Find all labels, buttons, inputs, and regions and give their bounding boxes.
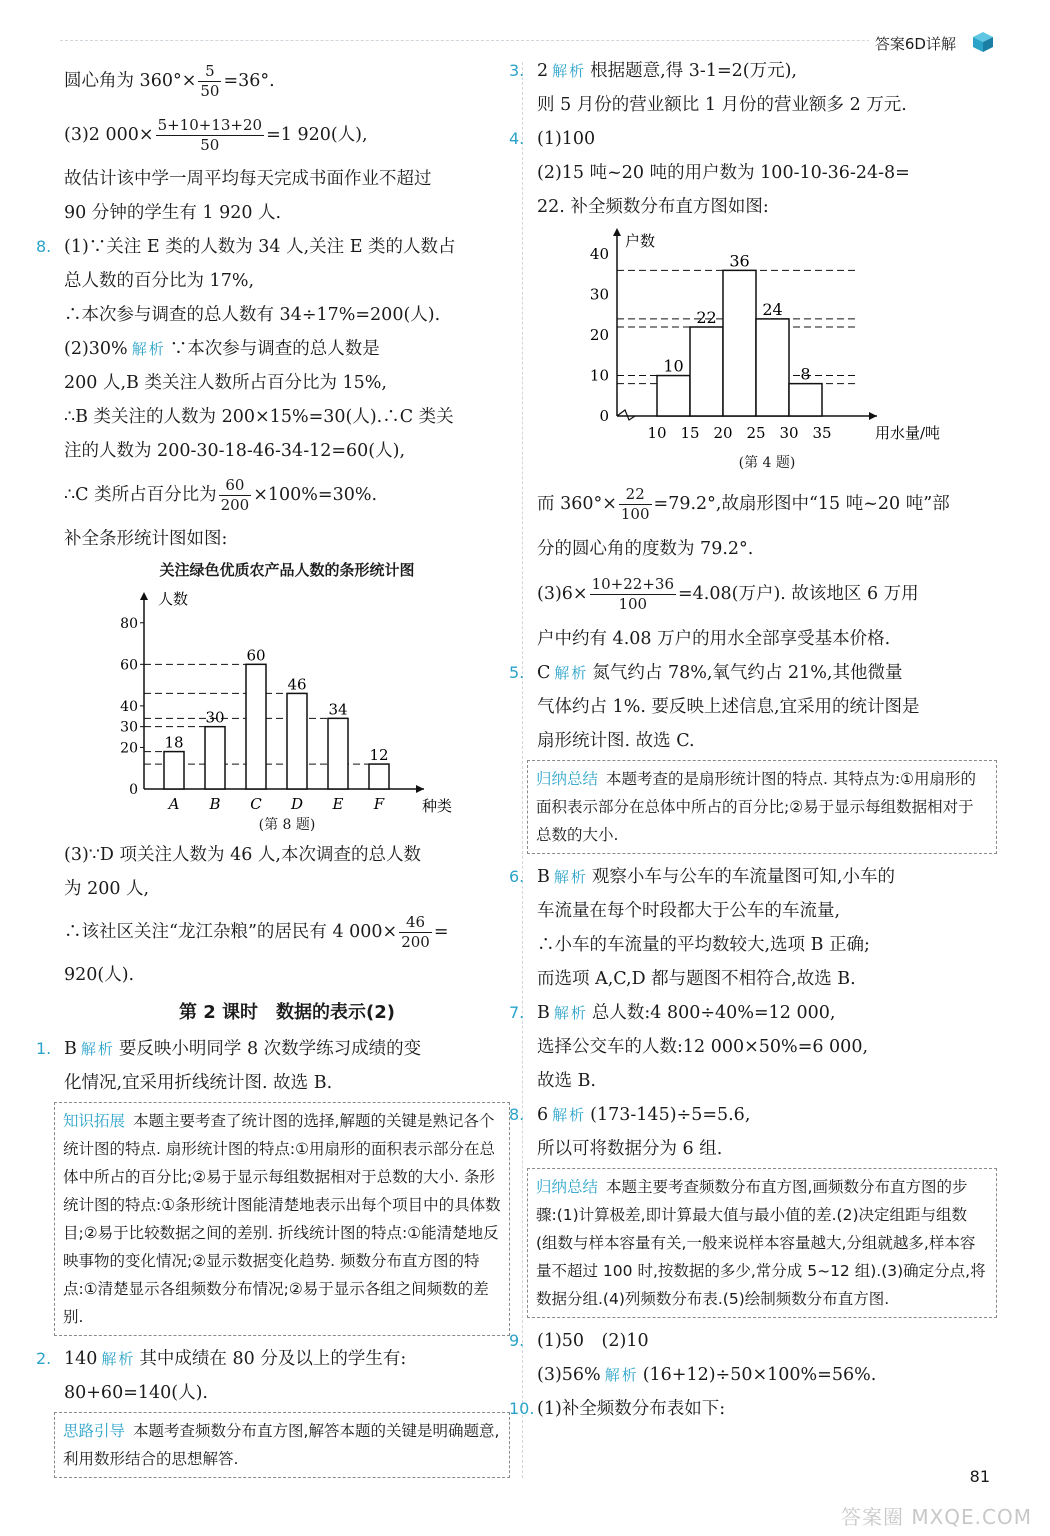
y-tick-label: 0 [599, 407, 609, 425]
data-label: 24 [762, 299, 783, 319]
question-number: 8. [509, 1105, 525, 1124]
answer-line: ∴小车的车流量的平均数较大,选项 B 正确; [537, 935, 870, 955]
data-label: 30 [205, 708, 225, 727]
answer-line: 补全条形统计图如图: [64, 529, 228, 549]
x-tick-label: 25 [746, 424, 766, 442]
question-8-right: 8. 6 解析 (173-145)÷5=5.6, [537, 1100, 997, 1130]
x-tick-label: 20 [713, 424, 733, 442]
header-rule [60, 40, 950, 41]
x-axis-label: 种类 [422, 797, 453, 814]
page-header [0, 0, 1050, 53]
analysis-tag: 解析 [554, 664, 589, 682]
question-number: 3. [509, 61, 525, 80]
question-4: 4. (1)100 [537, 124, 997, 154]
answer-line: 920(人). [64, 965, 135, 985]
answer-line: 分的圆心角的度数为 79.2°. [537, 539, 754, 559]
y-tick-label: 30 [120, 719, 138, 736]
histogram-bar [723, 270, 756, 416]
data-label: 8 [800, 364, 811, 384]
left-column [36, 56, 510, 1486]
bar [205, 727, 225, 789]
answer-line: 圆心角为 360°× $\frac{5}{50}$ =36°. [64, 62, 275, 100]
y-tick-label: 0 [129, 782, 138, 798]
x-tick-label: 15 [680, 424, 700, 442]
answer-line: 而 360°× $\frac{22}{100}$ =79.2°,故扇形图中“15 吨~20 吨”部 [537, 485, 950, 523]
x-axis-arrow-icon [416, 785, 424, 793]
analysis-tag: 解析 [553, 1004, 588, 1022]
answer-line: 而选项 A,C,D 都与题图不相符合,故选 B. [537, 969, 856, 989]
question-number: 2. [36, 1349, 52, 1368]
fraction: $\frac{22}{100}$ [620, 485, 650, 523]
lesson-heading: 第 2 课时 数据的表示(2) [178, 1002, 396, 1023]
x-tick-label: 30 [779, 424, 799, 442]
answer-line: 22. 补全频数分布直方图如图: [537, 197, 769, 217]
bar [164, 752, 184, 789]
question-3: 3. 2 解析 根据题意,得 3-1=2(万元), [537, 56, 997, 86]
answer-line: (3)6× $\frac{10+22+36}{100}$ =4.08(万户). 故该地区 6 万用 [537, 575, 919, 613]
data-label: 22 [696, 308, 717, 327]
question-2: 2. 140 解析 其中成绩在 80 分及以上的学生有: [64, 1344, 510, 1374]
category-label: F [373, 795, 385, 813]
answer-line: 为 200 人, [64, 879, 150, 899]
answer-line: 200 人,B 类关注人数所占百分比为 15%, [64, 373, 387, 393]
analysis-tag: 解析 [131, 340, 166, 358]
fraction: $\frac{60}{200}$ [220, 476, 250, 514]
question-6: 6. B 解析 观察小车与公车的车流量图可知,小车的 [537, 862, 997, 892]
answer-line: 扇形统计图. 故选 C. [537, 731, 695, 751]
answer-line: 则 5 月份的营业额比 1 月份的营业额多 2 万元. [537, 95, 907, 115]
y-axis-label: 户数 [625, 232, 656, 250]
x-tick-label: 10 [647, 424, 667, 442]
fraction: $\frac{46}{200}$ [401, 913, 430, 951]
y-tick-label: 60 [120, 657, 138, 674]
data-label: 18 [164, 733, 184, 752]
category-label: D [290, 795, 304, 813]
answer-line: (3)56% 解析 (16+12)÷50×100%=56%. [537, 1365, 877, 1385]
question-number: 1. [36, 1039, 52, 1058]
histogram-water-usage [577, 226, 977, 452]
y-tick-label: 10 [589, 366, 609, 385]
histogram-bar [789, 384, 822, 416]
histogram-bar [657, 376, 690, 416]
analysis-tag: 解析 [552, 1106, 587, 1124]
bar-chart-attention [74, 584, 494, 814]
y-axis-arrow-icon [140, 592, 148, 600]
data-label: 10 [663, 356, 684, 376]
analysis-tag: 解析 [80, 1040, 115, 1058]
answer-line: ∴本次参与调查的总人数有 34÷17%=200(人). [64, 305, 441, 325]
bar [328, 718, 348, 789]
answer-line: 注的人数为 200-30-18-46-34-12=60(人), [64, 441, 406, 461]
category-label: C [250, 795, 262, 813]
y-tick-label: 40 [120, 698, 138, 715]
analysis-tag: 解析 [604, 1366, 639, 1384]
cube-logo-icon [972, 31, 994, 53]
question-number: 9. [509, 1331, 525, 1350]
question-9: 9. (1)50 (2)10 [537, 1326, 997, 1356]
x-axis-arrow-icon [869, 412, 877, 420]
answer-line: 所以可将数据分为 6 组. [537, 1139, 723, 1159]
answer-line: ∴B 类关注的人数为 200×15%=30(人).∴C 类关 [64, 407, 454, 427]
header-title: 答案6D详解 [869, 33, 962, 54]
category-label: A [168, 795, 180, 813]
bar [369, 764, 389, 789]
summary-box: 归纳总结 本题主要考查频数分布直方图,画频数分布直方图的步骤:(1)计算极差,即计算最大值与最小值的差.(2)决定组距与组数(组数与样本容量有关,一般来说样本容量越大,分组就越多,样本容量不超过 100 时,按数据的多少,常分成 5~12 组).(3)确定分点,将数据分组.(4)列频数分布表.(5)绘制频数分布直方图. [527, 1168, 997, 1318]
y-tick-label: 20 [589, 326, 609, 345]
answer-line: (2)15 吨~20 吨的用户数为 100-10-36-24-8= [537, 163, 910, 183]
y-axis-arrow-icon [613, 228, 621, 236]
question-number: 4. [509, 129, 525, 148]
answer-line: 车流量在每个时段都大于公车的车流量, [537, 901, 841, 921]
answer-line: 总人数的百分比为 17%, [64, 271, 255, 291]
answer-line: 气体约占 1%. 要反映上述信息,宜采用的统计图是 [537, 697, 920, 717]
question-8: 8. (1)∵关注 E 类的人数为 34 人,关注 E 类的人数占 [64, 232, 510, 262]
data-label: 34 [328, 700, 348, 719]
fraction: $\frac{5+10+13+20}{50}$ [157, 116, 263, 154]
question-5: 5. C 解析 氮气约占 78%,氧气约占 21%,其他微量 [537, 658, 997, 688]
bar-chart-title: 关注绿色优质农产品人数的条形统计图 [159, 561, 415, 579]
answer-line: 故选 B. [537, 1071, 596, 1091]
question-number: 5. [509, 663, 525, 682]
question-7: 7. B 解析 总人数:4 800÷40%=12 000, [537, 998, 997, 1028]
y-tick-label: 80 [120, 615, 138, 632]
data-label: 36 [729, 251, 750, 271]
summary-box: 归纳总结 本题考查的是扇形统计图的特点. 其特点为:①用扇形的面积表示部分在总体中所占的百分比;②易于显示每组数据相对于总数的大小. [527, 760, 997, 854]
histogram-caption: (第 4 题) [738, 455, 796, 471]
question-number: 8. [36, 237, 52, 256]
axis-break-icon [617, 410, 635, 420]
column-divider [522, 62, 523, 1478]
histogram-bar [756, 319, 789, 416]
question-number: 10. [509, 1399, 535, 1418]
answer-line: (3)2 000× $\frac{5+10+13+20}{50}$ =1 920(人), [64, 116, 368, 154]
x-axis-label: 用水量/吨 [875, 424, 941, 442]
fraction: $\frac{5}{50}$ [200, 62, 220, 100]
category-label: B [209, 795, 221, 813]
answer-line: 户中约有 4.08 万户的用水全部享受基本价格. [537, 629, 891, 649]
histogram-bar [690, 327, 723, 416]
watermark: 答案圈 MXQE.COM [840, 1505, 1032, 1529]
analysis-tag: 解析 [101, 1350, 136, 1368]
answer-line: ∴C 类所占百分比为 $\frac{60}{200}$ ×100%=30%. [64, 476, 378, 514]
thinking-guide-box: 思路引导 本题考查频数分布直方图,解答本题的关键是明确题意,利用数形结合的思想解答. [54, 1412, 510, 1478]
y-tick-label: 40 [589, 245, 609, 264]
analysis-tag: 解析 [553, 868, 588, 886]
knowledge-extension-box: 知识拓展 本题主要考查了统计图的选择,解题的关键是熟记各个统计图的特点. 扇形统计图的特点:①用扇形的面积表示部分在总体中所占的百分比;②易于显示每组数据相对于总数的大小. 条形统计图的特点:①条形统计图能清楚地表示出每个项目中的具体数目;②易于比较数据之间的差别. 折线统计图的特点:①能清楚地反映事物的变化情况;②显示数据变化趋势. 频数分布直方图的特点:①清楚显示各组频数分布情况;②易于显示各组之间频数的差别. [54, 1102, 510, 1336]
question-1: 1. B 解析 要反映小明同学 8 次数学练习成绩的变 [64, 1034, 510, 1064]
category-label: E [332, 795, 344, 813]
answer-line: 化情况,宜采用折线统计图. 故选 B. [64, 1073, 333, 1093]
data-label: 12 [369, 746, 389, 765]
y-tick-label: 20 [120, 740, 138, 757]
data-label: 60 [246, 646, 266, 665]
box-tag: 归纳总结 [536, 770, 599, 788]
answer-line: (2)30% 解析 ∵本次参与调查的总人数是 [64, 339, 380, 359]
answer-line: 选择公交车的人数:12 000×50%=6 000, [537, 1037, 869, 1057]
bar [246, 664, 266, 789]
fraction: $\frac{10+22+36}{100}$ [591, 575, 674, 613]
answer-line: 故估计该中学一周平均每天完成书面作业不超过 [64, 169, 432, 189]
y-tick-label: 30 [589, 285, 609, 304]
page-number: 81 [969, 1467, 990, 1486]
box-tag: 知识拓展 [63, 1112, 126, 1130]
question-number: 7. [509, 1003, 525, 1022]
chart-caption: (第 8 题) [258, 817, 316, 833]
x-tick-label: 35 [812, 424, 832, 442]
question-number: 6. [509, 867, 525, 886]
analysis-tag: 解析 [552, 62, 587, 80]
answer-line: 80+60=140(人). [64, 1383, 208, 1403]
answer-line: ∴该社区关注“龙江杂粮”的居民有 4 000× $\frac{46}{200}$ = [64, 913, 449, 951]
data-label: 46 [287, 675, 307, 694]
box-tag: 思路引导 [63, 1422, 126, 1440]
right-column [509, 56, 997, 1428]
answer-line: (3)∵D 项关注人数为 46 人,本次调查的总人数 [64, 845, 421, 865]
box-tag: 归纳总结 [536, 1178, 599, 1196]
answer-line: 90 分钟的学生有 1 920 人. [64, 203, 282, 223]
y-axis-label: 人数 [158, 590, 189, 608]
bar [287, 693, 307, 789]
question-10: 10. (1)补全频数分布表如下: [537, 1394, 997, 1424]
